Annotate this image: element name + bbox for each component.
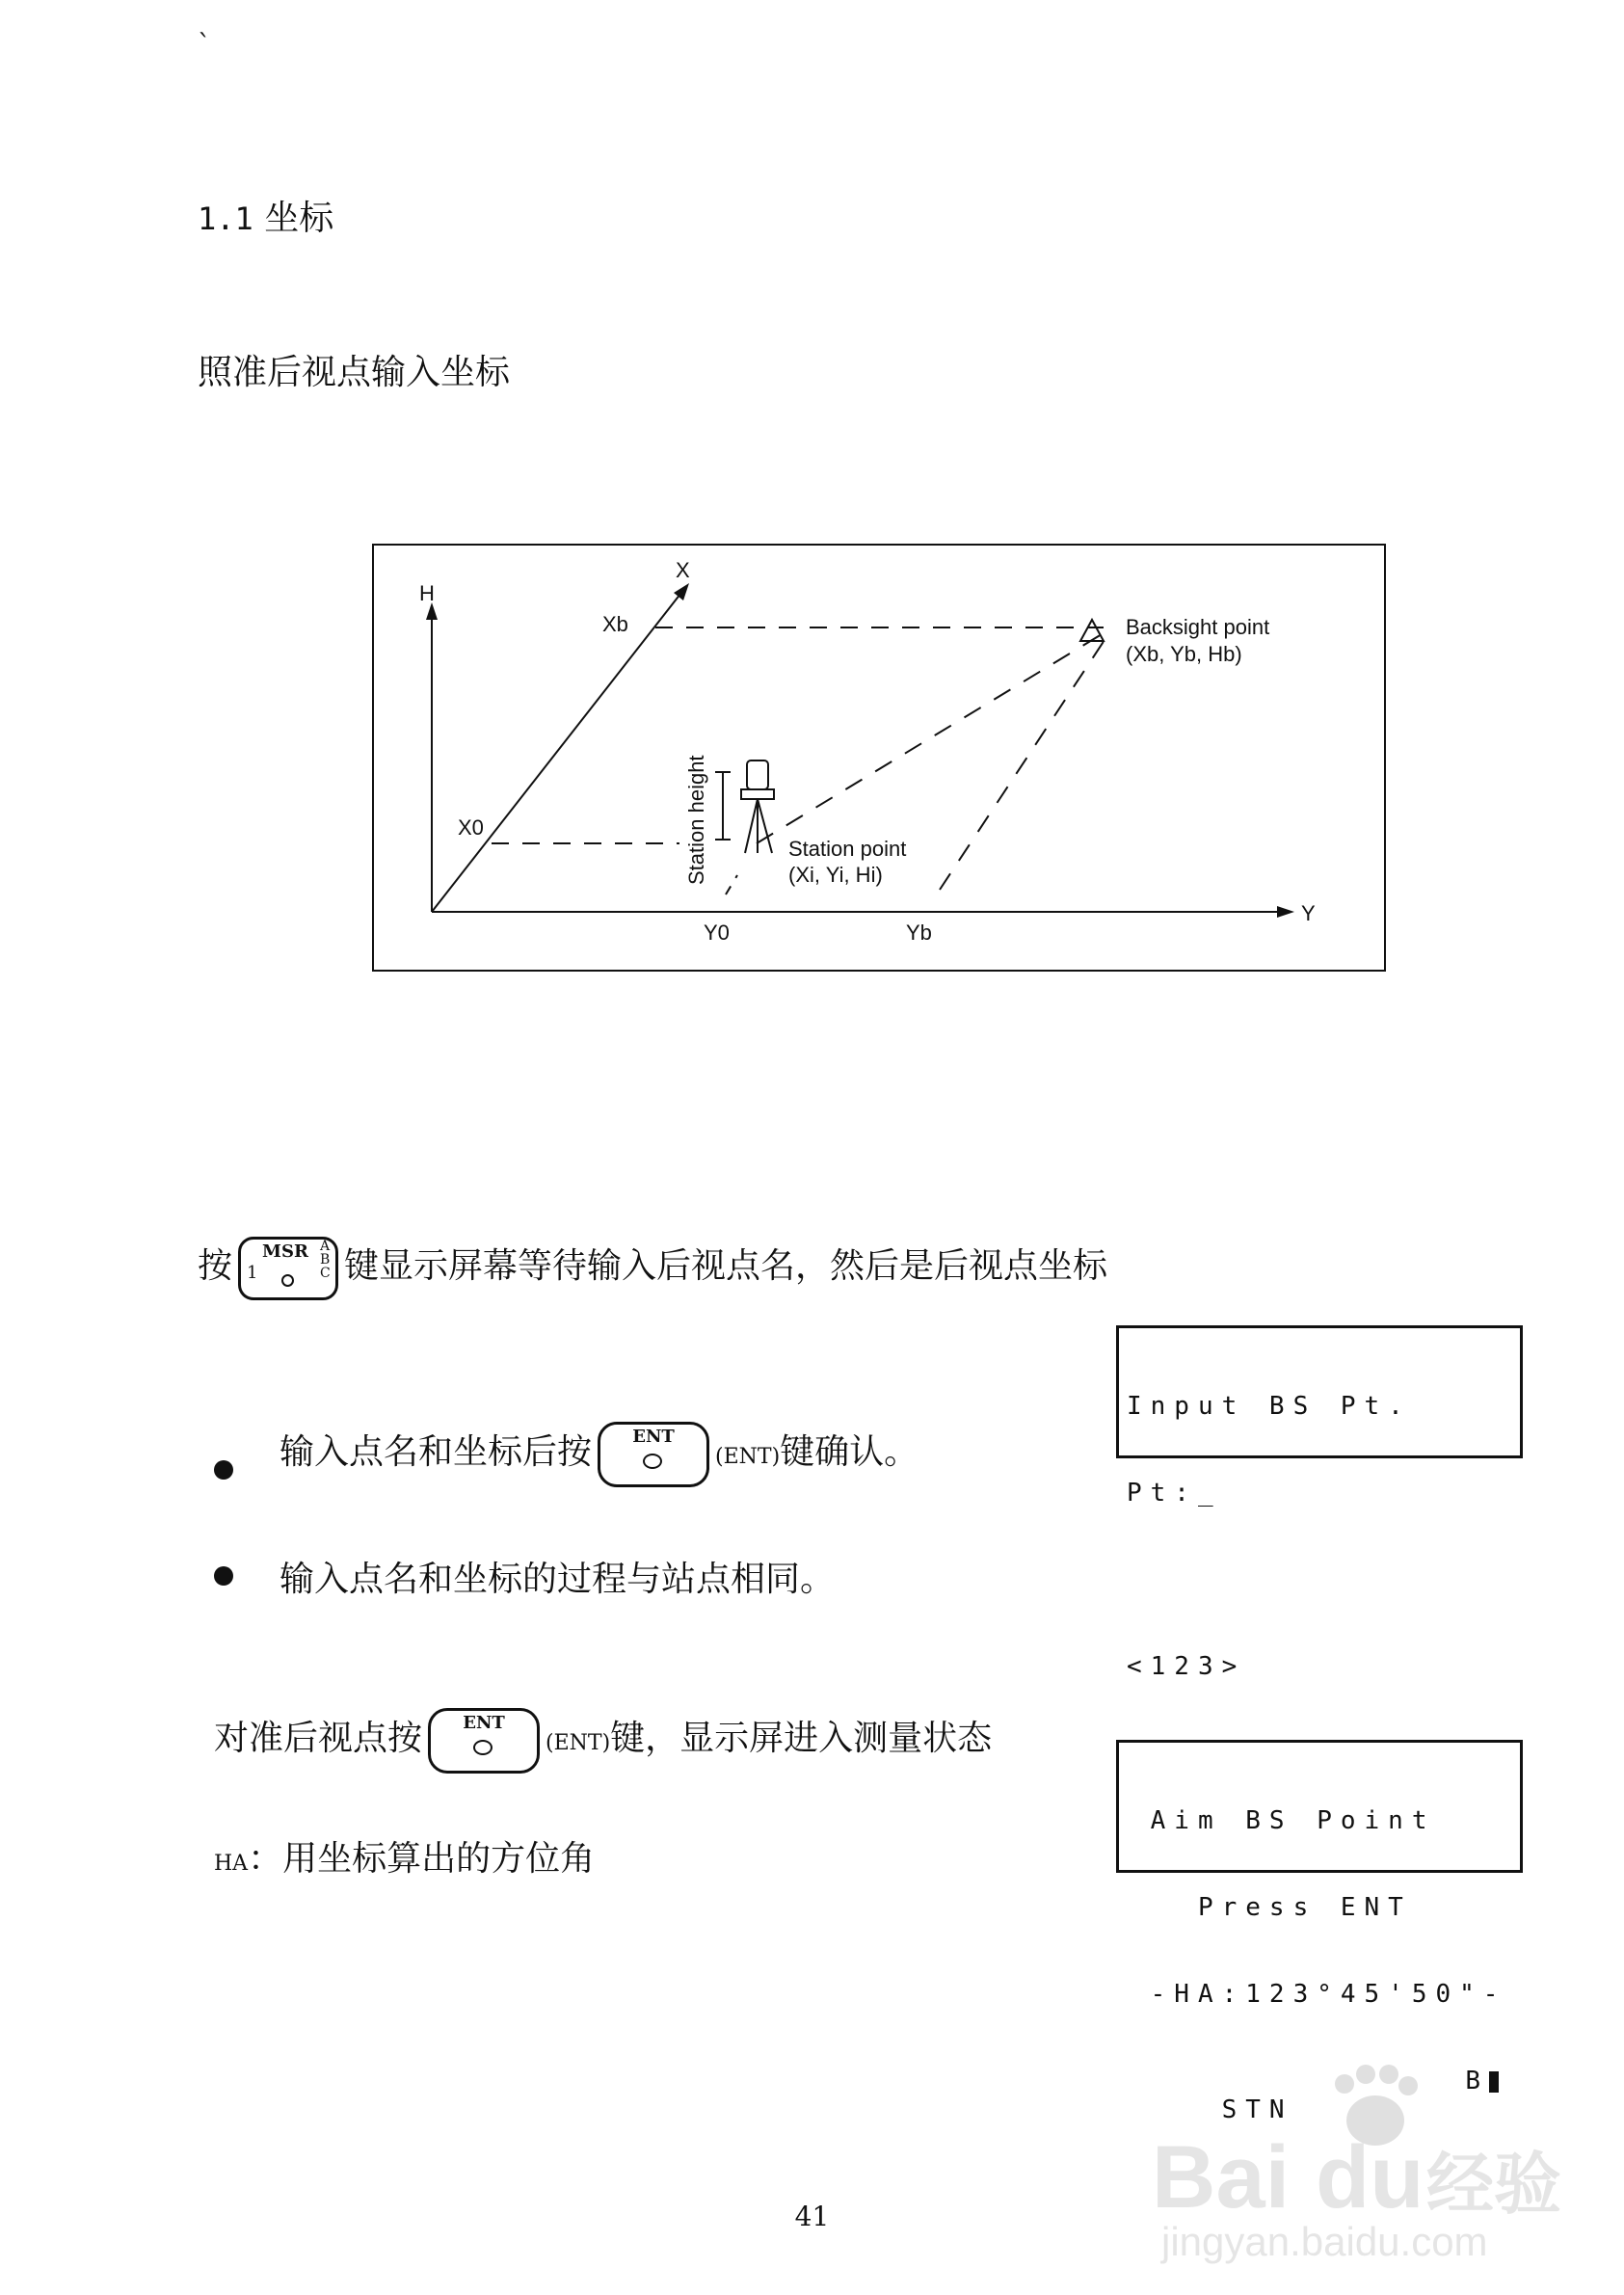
msr-key-label: MSR <box>262 1241 308 1262</box>
lcd-screen-aim-bs <box>1116 1740 1523 2124</box>
axis-x-label: X <box>676 558 690 582</box>
section-heading <box>198 191 333 240</box>
x-axis <box>432 589 684 912</box>
axis-y-label: Y <box>1301 901 1316 925</box>
page-number: 41 <box>794 2201 830 2232</box>
subtitle: 照准后视点输入坐标 <box>198 353 511 392</box>
axis-h-label: H <box>419 581 435 605</box>
station-height-label: Station height <box>684 755 708 885</box>
lcd1-line1: Input BS Pt. <box>1127 1392 1412 1421</box>
bullet2-text: 输入点名和坐标的过程与站点相同。 <box>280 1560 836 1599</box>
bullet1-suffix: 键确认。 <box>780 1432 919 1472</box>
step2-text: 对准后视点按 <box>214 1719 423 1758</box>
lcd2-b-indicator: B <box>1465 2067 1499 2095</box>
lcd2-line3: -HA:123°45'50"- <box>1127 1980 1507 2009</box>
msr-key-number: 1 <box>247 1263 258 1283</box>
lcd2-stn: STN <box>1221 2095 1293 2124</box>
step1-line <box>198 1237 1107 1300</box>
yb-label: Yb <box>906 921 932 945</box>
instrument-icon <box>741 761 774 853</box>
lcd2-line2: Press ENT <box>1127 1893 1412 1922</box>
xb-label: Xb <box>602 612 628 636</box>
lcd1-line3 <box>1127 1565 1512 1594</box>
station-coords: (Xi, Yi, Hi) <box>788 863 883 887</box>
watermark-brand2: du <box>1316 2128 1424 2227</box>
msr-key-letters: ABC <box>320 1239 331 1281</box>
ha-note <box>214 1831 595 1881</box>
step1-prefix: 按 <box>198 1246 233 1286</box>
y0-label: Y0 <box>704 921 730 945</box>
ha-text: ：用坐标算出的方位角 <box>248 1839 596 1879</box>
backsight-title: Backsight point <box>1126 615 1270 639</box>
ent-key[interactable] <box>428 1708 540 1774</box>
lcd-screen-input-bs <box>1116 1325 1523 1681</box>
ent-key[interactable] <box>598 1422 709 1487</box>
bullet1-text: 输入点名和坐标后按 <box>280 1432 593 1472</box>
ent-key-code: (ENT) <box>715 1445 781 1469</box>
bullet-dot <box>214 1566 233 1586</box>
lcd2-line1: Aim BS Point <box>1127 1806 1436 1835</box>
lcd1-line4: <123> <box>1127 1652 1246 1681</box>
section-number: 1.1 <box>198 200 253 237</box>
watermark-brand: Bai <box>1152 2128 1291 2227</box>
msr-key[interactable] <box>238 1237 338 1300</box>
y0-line <box>726 875 737 894</box>
bullet1-line <box>280 1422 918 1487</box>
x0-label: X0 <box>458 815 484 840</box>
ent-key-label: ENT <box>632 1427 675 1447</box>
stray-mark: ` <box>198 29 211 61</box>
backsight-target-icon <box>1080 620 1104 641</box>
station-title: Station point <box>788 837 907 861</box>
figure-frame <box>373 545 1385 971</box>
ent-key-circle-icon <box>473 1740 493 1755</box>
coordinate-diagram <box>371 543 1389 974</box>
section-title: 坐标 <box>264 199 334 238</box>
msr-key-circle-icon <box>281 1274 294 1287</box>
sight-line <box>757 634 1102 843</box>
baidu-watermark <box>1152 2063 1595 2265</box>
ent-key-circle-icon <box>643 1454 662 1469</box>
yb-line <box>940 634 1108 890</box>
watermark-brand-cn: 经验 <box>1426 2147 1561 2222</box>
ent-key-label: ENT <box>463 1713 505 1733</box>
bullet-dot <box>214 1460 233 1480</box>
watermark-url: jingyan.baidu.com <box>1161 2219 1488 2264</box>
step1-text: 键显示屏幕等待输入后视点名，然后是后视点坐标 <box>344 1246 1108 1286</box>
ent-key-code: (ENT) <box>546 1731 611 1755</box>
lcd1-line2: Pt:_ <box>1127 1479 1222 1508</box>
step2-suffix: 键，显示屏进入测量状态 <box>610 1719 993 1758</box>
y-axis-arrow <box>1277 906 1294 918</box>
backsight-coords: (Xb, Yb, Hb) <box>1126 642 1242 666</box>
step2-line <box>214 1708 992 1774</box>
ha-code: HA <box>214 1852 249 1876</box>
x-axis-arrow <box>674 583 689 600</box>
